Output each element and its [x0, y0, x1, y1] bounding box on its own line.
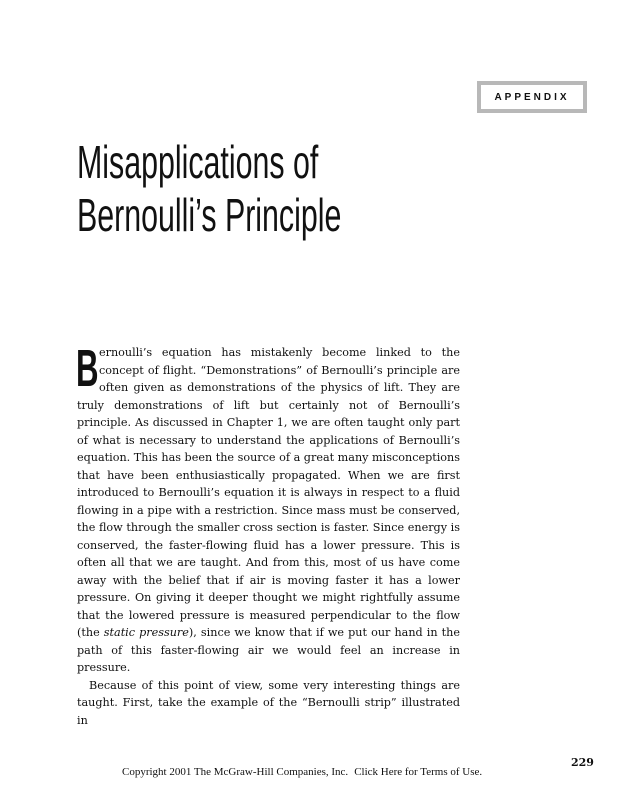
appendix-label: APPENDIX — [494, 91, 570, 103]
copyright-text: Copyright 2001 The McGraw-Hill Companies, Inc. — [122, 766, 349, 778]
paragraph-1 — [76, 340, 460, 677]
terms-of-use-link[interactable]: Click Here for Terms of Use. — [354, 766, 483, 778]
paragraph-1-text: ernoulli’s equation has mistakenly become linked to the concept of flight. “Demonstrations” of Bernoulli’s principle are often given as demonstrations of the physics of lift. They are truly demonstrations of lift but certainly not of Bernoulli’s principle. As discussed in Chapter 1, we are often taught only part of what is necessary to understand the applications of Bernoulli’s equation. This has been the source of a great many misconceptions that have been enthusiastically propagated. When we are first introduced to Bernoulli’s equation it is always in respect to a fluid flowing in a pipe with a restriction. Since mass must be conserved, the flow through the smaller cross section is faster. Since energy is conserved, the faster-flowing fluid has a lower pressure. This is often all that we are taught. And from this, most of us have come away with the belief that if air is moving faster it has a lower pressure. On giving it deeper thought we might rightfully assume that the lowered pressure is measured perpendicular to the flow (the — [77, 346, 460, 639]
body-text — [76, 340, 460, 729]
static-pressure-term: static pressure — [103, 626, 189, 639]
paragraph-2: Because of this point of view, some very interesting things are taught. First, take the example of the “Bernoulli strip” illustrated in — [77, 678, 460, 727]
paragraph-1-end: ), since we know that if we put our hand in the path of this faster-flowing air we would feel an increase in pressure. — [77, 626, 460, 674]
chapter-title-line-1: Misapplications of — [77, 136, 319, 188]
appendix-tab — [477, 81, 587, 113]
drop-cap: B — [76, 340, 99, 398]
chapter-title — [77, 136, 341, 242]
appendix-tab-inner — [481, 85, 583, 109]
chapter-title-line-2: Bernoulli’s Principle — [77, 189, 342, 241]
copyright-footer — [122, 766, 482, 778]
page-number: 229 — [571, 756, 594, 769]
